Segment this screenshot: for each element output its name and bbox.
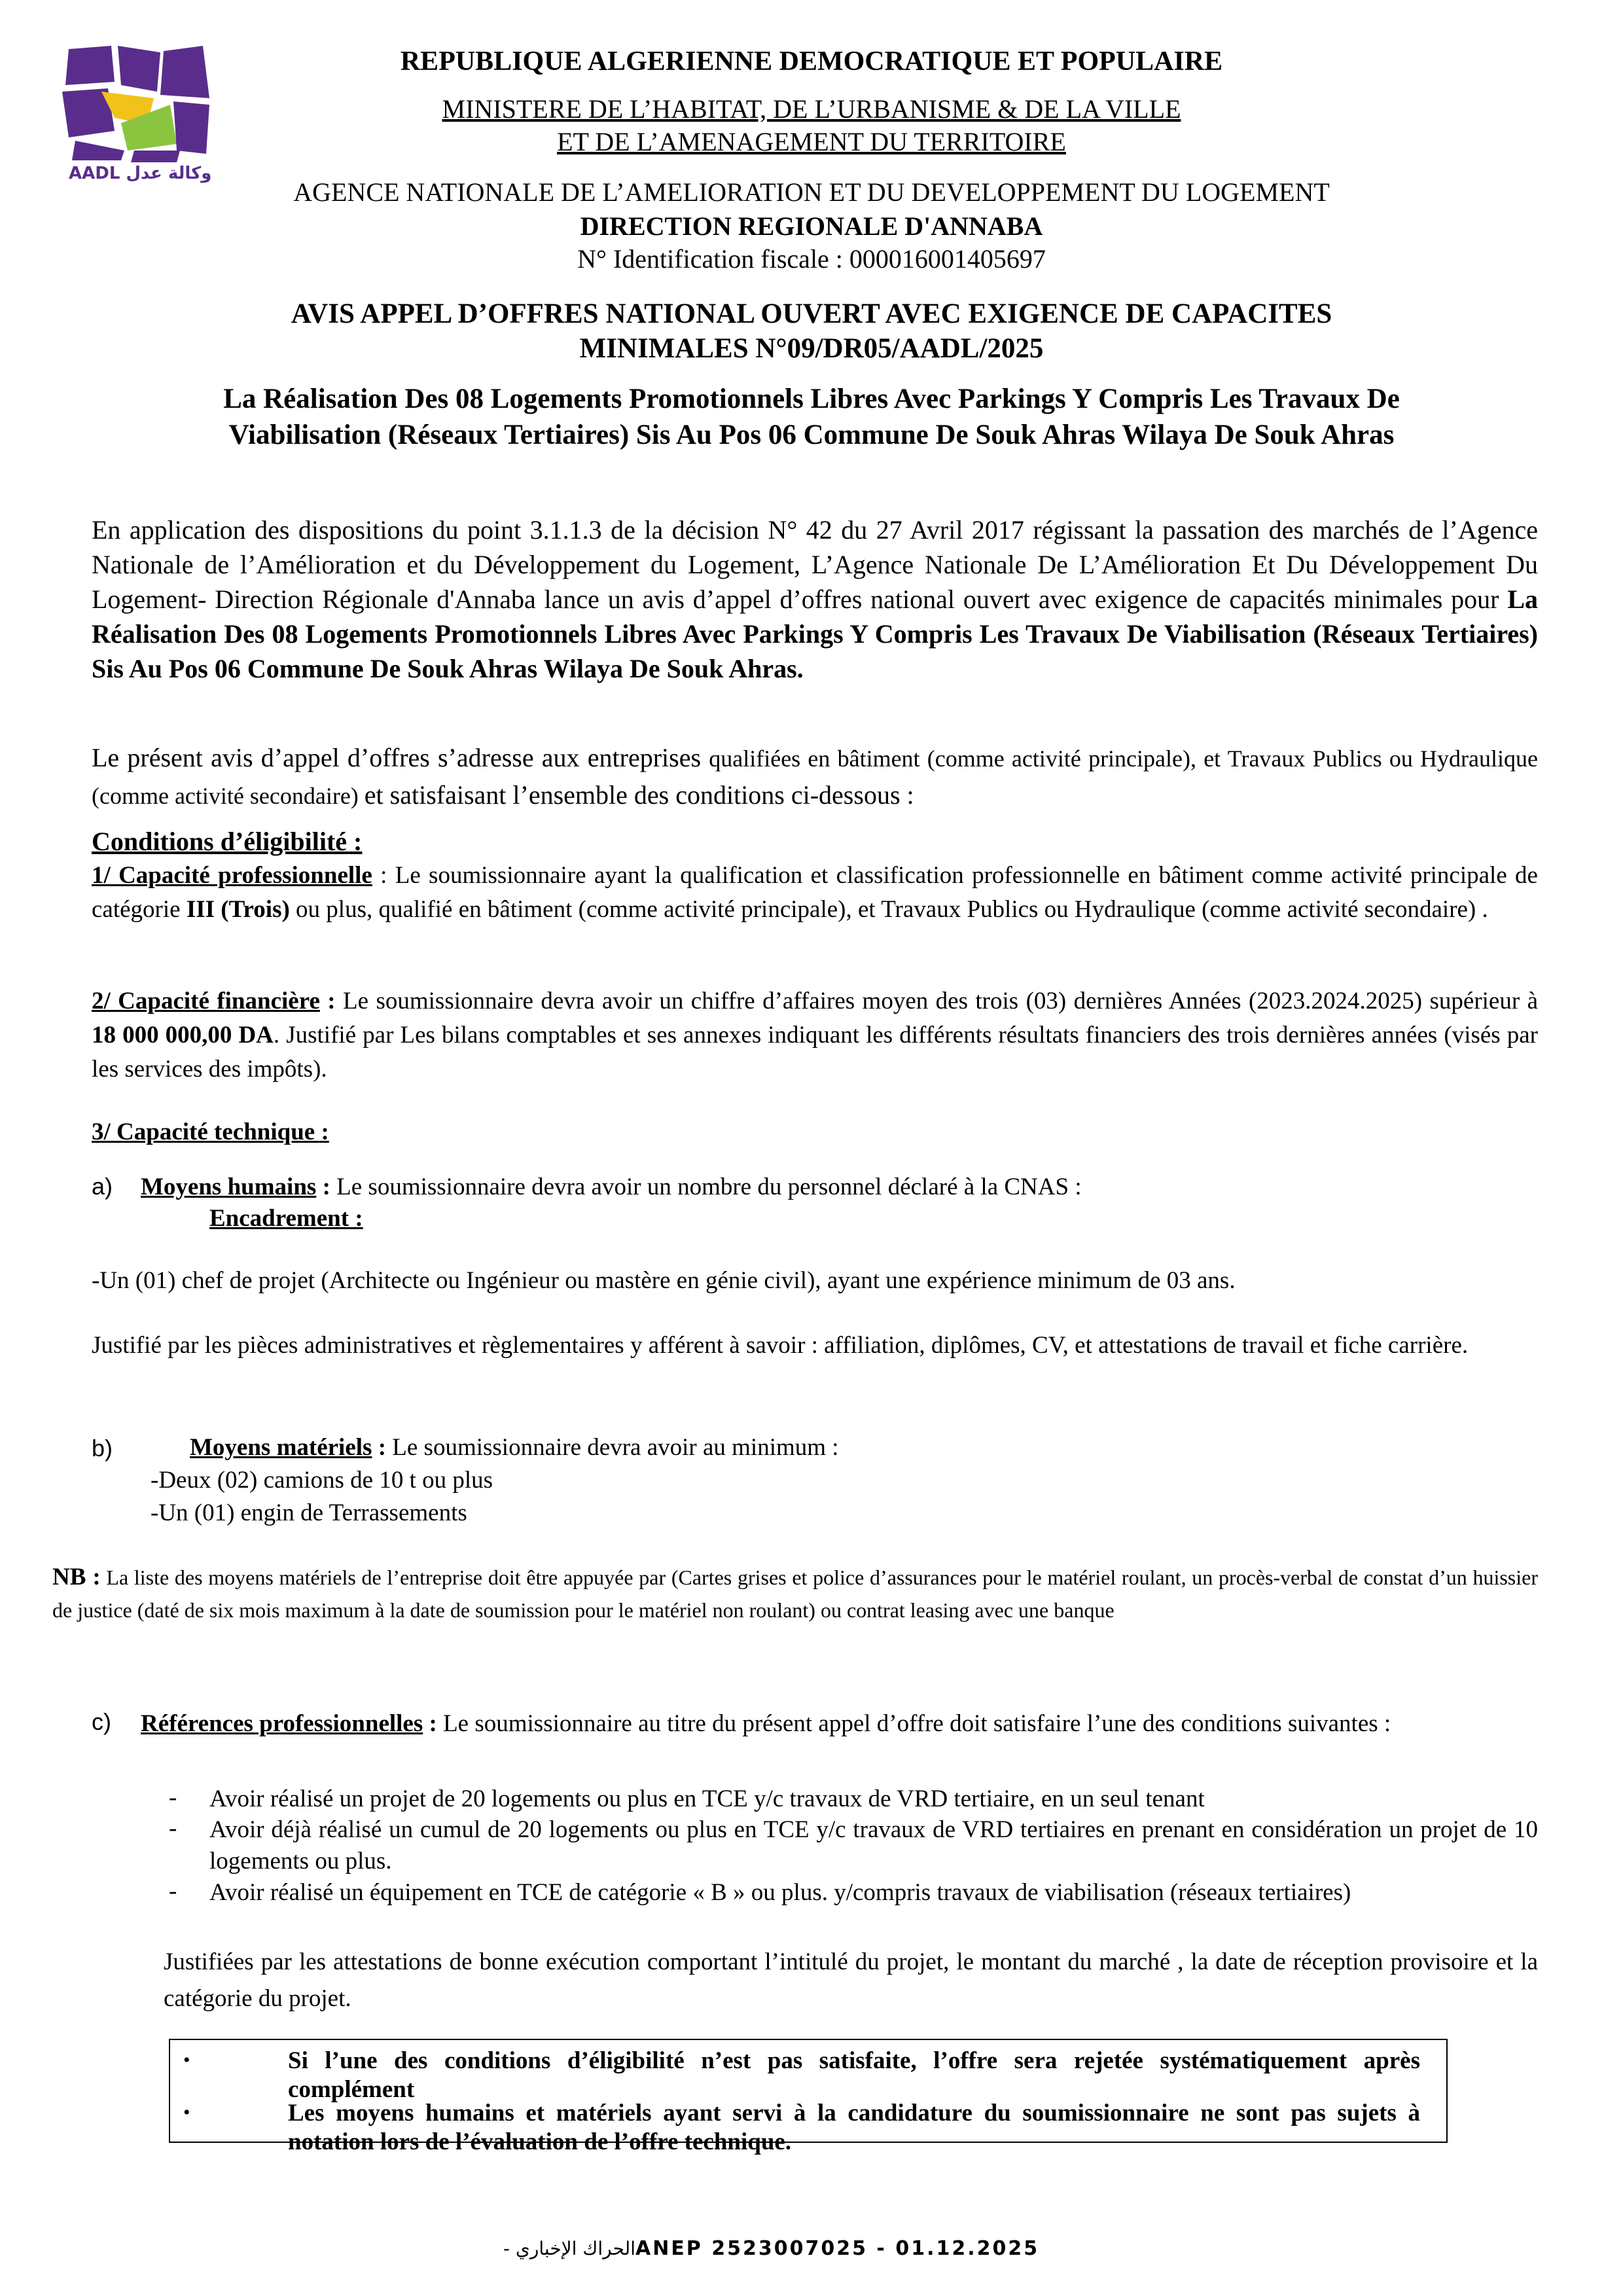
financial-capacity-label: 2/ Capacité financière [92, 988, 320, 1014]
professional-capacity-text-1: : Le soumissionnaire ayant la qualification et classification professionnelle en bâtiment comme activité principale de catégorie [92, 862, 1538, 923]
references-justification: Justifiées par les attestations de bonne exécution comportant l’intitulé du projet, le montant du marché , la date de réception provisoire et la catégorie du projet. [164, 1948, 1538, 2012]
references-colon: : [423, 1710, 437, 1737]
intro-text: En application des dispositions du point 3.1.1.3 de la décision N° 42 du 27 Avril 2017 régissant la passation des marchés de l’Agence Nationale de l’Amélioration et du Développement du Logement, L’Agence Nationale De L’Amélioration Et Du Développement Du Logement- Direction Régionale d'Annaba lance un avis d’appel d’offres national ouvert avec exigence de capacités minimales pour [92, 515, 1538, 614]
financial-capacity-colon: : [319, 988, 336, 1014]
financial-capacity-text-1: Le soumissionnaire devra avoir un chiffre d’affaires moyen des trois (03) dernières Années (2023.2024.2025) supérieur à [335, 988, 1538, 1014]
audience-paragraph [92, 740, 1538, 814]
audience-part-3: et satisfaisant l’ensemble des conditions ci-dessous : [364, 780, 914, 810]
subject-line-1: La Réalisation Des 08 Logements Promotionnels Libres Avec Parkings Y Compris Les Travaux De [223, 384, 1400, 414]
human-resources-text: Le soumissionnaire devra avoir un nombre du personnel déclaré à la CNAS : [330, 1174, 1082, 1200]
professional-capacity-text-2: ou plus, qualifié en bâtiment (comme activité principale), et Travaux Publics ou Hydraulique (comme activité secondaire) . [289, 896, 1488, 923]
logo-caption: AADL وكالة عدل [69, 164, 212, 183]
reference-dash-3: - [169, 1878, 177, 1905]
references-intro [141, 1707, 1538, 1741]
material-item-earthmover: -Un (01) engin de Terrassements [151, 1499, 467, 1526]
management-heading: Encadrement : [209, 1205, 363, 1232]
reference-dash-2: - [169, 1815, 177, 1842]
financial-capacity [92, 984, 1538, 1086]
audience-part-2: qualifiées en bâtiment (comme activité principale), et Travaux Publics ou Hydraulique (comme activité secondaire) [92, 745, 1538, 809]
material-resources [190, 1433, 1538, 1462]
notice-box [169, 2039, 1448, 2155]
notice-title-line-1: AVIS APPEL D’OFFRES NATIONAL OUVERT AVEC EXIGENCE DE CAPACITES [291, 298, 1332, 329]
human-marker: a) [92, 1173, 113, 1200]
reference-dash-1: - [169, 1784, 177, 1811]
audience-part-1: Le présent avis d’appel d’offres s’adresse aux entreprises [92, 743, 709, 772]
bullet-icon: • [183, 2049, 190, 2071]
agency-name: AGENCE NATIONALE DE L’AMELIORATION ET DU DEVELOPPEMENT DU LOGEMENT [293, 177, 1330, 207]
human-justification: Justifié par les pièces administratives et règlementaires y afférent à savoir : affiliation, diplômes, CV, et attestations de travail et fiche carrière. [92, 1332, 1469, 1359]
references-text: Le soumissionnaire au titre du présent appel d’offre doit satisfaire l’une des conditions suivantes : [437, 1710, 1391, 1737]
notice-title-line-2: MINIMALES N°09/DR05/AADL/2025 [579, 333, 1044, 364]
regional-direction: DIRECTION REGIONALE D'ANNABA [580, 211, 1043, 241]
notice-item-2-text: Les moyens humains et matériels ayant servi à la candidature du soumissionnaire ne sont pas sujets à notation lors de l’évaluation de l’offre technique. [288, 2100, 1420, 2155]
ministry-line-1: MINISTERE DE L’HABITAT, DE L’URBANISME & DE LA VILLE [442, 94, 1181, 124]
eligibility-heading: Conditions d’éligibilité : [92, 827, 363, 856]
material-marker: b) [92, 1435, 113, 1462]
nb-note [52, 1561, 1538, 1626]
material-resources-colon: : [372, 1434, 387, 1461]
reference-item-3: Avoir réalisé un équipement en TCE de catégorie « B » ou plus. y/compris travaux de viabilisation (réseaux tertiaires) [209, 1879, 1351, 1906]
professional-category: III (Trois) [186, 896, 290, 923]
reference-item-1: Avoir réalisé un projet de 20 logements ou plus en TCE y/c travaux de VRD tertiaire, en un seul tenant [209, 1785, 1205, 1812]
human-resources-label: Moyens humains [141, 1174, 317, 1200]
ministry-line-2: ET DE L’AMENAGEMENT DU TERRITOIRE [557, 127, 1066, 156]
nb-label: NB : [52, 1564, 101, 1590]
professional-capacity [92, 859, 1538, 927]
references-marker: c) [92, 1708, 111, 1735]
intro-project-name: La Réalisation Des 08 Logements Promotionnels Libres Avec Parkings Y Compris Les Travaux De Viabilisation (Réseaux Tertiaires) Sis Au Pos 06 Commune De Souk Ahras Wilaya De Souk Ahras. [92, 584, 1538, 683]
notice-item-1-text: Si l’une des conditions d’éligibilité n’est pas satisfaite, l’offre sera rejetée systématiquement après complément [288, 2047, 1420, 2103]
human-resources [141, 1173, 1538, 1201]
republic-heading: REPUBLIQUE ALGERIENNE DEMOCRATIQUE ET POPULAIRE [400, 46, 1223, 77]
footer-anep-reference: ANEP 2523007025 - 01.12.2025 [635, 2237, 1040, 2260]
nb-text: La liste des moyens matériels de l’entreprise doit être appuyée par (Cartes grises et police d’assurances pour le matériel roulant, un procès-verbal de constat d’un huissier de justice (daté de six mois maximum à la date de soumission pour le matériel non roulant) ou contrat leasing avec une banque [52, 1566, 1538, 1622]
footer [497, 2237, 1039, 2260]
material-item-trucks: -Deux (02) camions de 10 t ou plus [151, 1467, 493, 1494]
project-manager-requirement: -Un (01) chef de projet (Architecte ou Ingénieur ou mastère en génie civil), ayant une expérience minimum de 03 ans. [92, 1267, 1236, 1294]
technical-capacity-heading: 3/ Capacité technique : [92, 1119, 329, 1145]
intro-paragraph [92, 512, 1538, 686]
footer-publisher: الحراك الإخباري - [497, 2238, 635, 2259]
subject-line-2: Viabilisation (Réseaux Tertiaires) Sis Au Pos 06 Commune De Souk Ahras Wilaya De Souk Ahras [228, 420, 1395, 450]
professional-capacity-label: 1/ Capacité professionnelle [92, 862, 372, 889]
human-resources-colon: : [316, 1174, 330, 1200]
references-label: Références professionnelles [141, 1710, 423, 1737]
financial-amount: 18 000 000,00 DA [92, 1022, 274, 1049]
fiscal-id: N° Identification fiscale : 000016001405697 [577, 244, 1046, 274]
reference-item-2: Avoir déjà réalisé un cumul de 20 logements ou plus en TCE y/c travaux de VRD tertiaires en prenant en considération un projet de 10 logements ou plus. [209, 1816, 1538, 1874]
material-resources-text: Le soumissionnaire devra avoir au minimum : [386, 1434, 839, 1461]
financial-capacity-text-2: . Justifié par Les bilans comptables et ses annexes indiquant les différents résultats financiers des trois dernières années (visés par les services des impôts). [92, 1022, 1538, 1083]
bullet-icon: • [183, 2102, 190, 2123]
material-resources-label: Moyens matériels [190, 1434, 372, 1461]
